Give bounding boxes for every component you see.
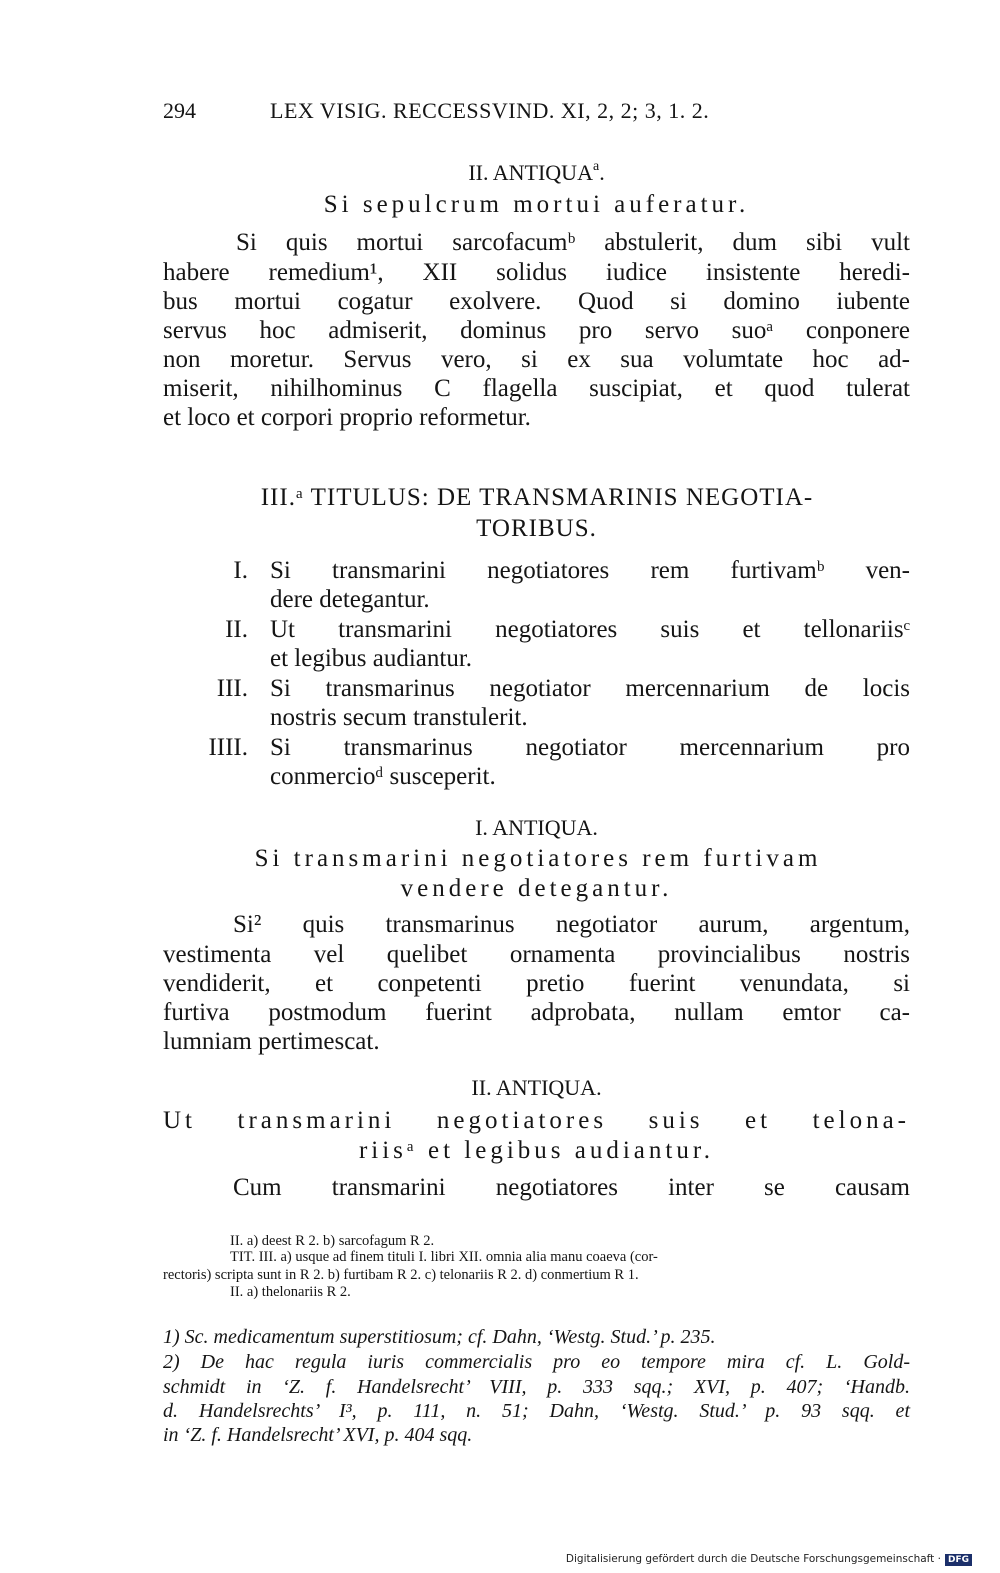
apparatus-note: TIT. III. a) usque ad finem tituli I. libri XII. omnia alia manu coaeva (cor- (230, 1249, 658, 1265)
toc-entry: Ut transmarini negotiatores suis et tellonariisᶜ (270, 616, 910, 643)
paragraph-line: Si quis mortui sarcofacumᵇ abstulerit, dum sibi vult (236, 229, 910, 256)
paragraph-line: habere remedium¹, XII solidus iudice insistente heredi- (163, 259, 910, 286)
toc-number: III. (216, 675, 248, 702)
section-rubric: Ut transmarini negotiatores suis et telona- (163, 1107, 910, 1134)
paragraph-line: servus hoc admiserit, dominus pro servo suoᵃ conponere (163, 317, 910, 344)
running-title: LEX VISIG. RECCESSVIND. XI, 2, 2; 3, 1. 2. (270, 98, 710, 123)
toc-number: II. (225, 616, 248, 643)
toc-entry: dere detegantur. (270, 586, 430, 613)
paragraph-line: Si² quis transmarinus negotiator aurum, argentum, (233, 911, 910, 938)
footer-text: Digitalisierung gefördert durch die Deutsche Forschungsgemeinschaft · (565, 1553, 941, 1565)
toc-entry: nostris secum transtulerit. (270, 704, 528, 731)
apparatus-note: II. a) thelonariis R 2. (230, 1284, 351, 1300)
footnote-line: schmidt in ‘Z. f. Handelsrecht’ VIII, p. 333 sqq.; XVI, p. 407; ‘Handb. (163, 1376, 910, 1398)
toc-entry: et legibus audiantur. (270, 645, 473, 672)
apparatus-note: II. a) deest R 2. b) sarcofagum R 2. (230, 1233, 435, 1249)
paragraph-line: non moretur. Servus vero, si ex sua volumtate hoc ad- (163, 346, 910, 373)
paragraph-line: lumniam pertimescat. (163, 1028, 380, 1055)
section-rubric: Si transmarini negotiatores rem furtivam (254, 845, 822, 872)
title-heading: III.ᵃ TITULUS: DE TRANSMARINIS NEGOTIA- (260, 484, 814, 511)
toc-entry: Si transmarinus negotiator mercennarium de locis (270, 675, 910, 702)
toc-number: I. (233, 557, 248, 584)
section-rubric: riisᵃ et legibus audiantur. (358, 1137, 715, 1164)
digitization-footer (566, 1553, 972, 1566)
footnote-line: 2) De hac regula iuris commercialis pro eo tempore mira cf. L. Gold- (163, 1351, 910, 1373)
section-heading: II. ANTIQUA. (471, 1075, 602, 1100)
paragraph-line: et loco et corpori proprio reformetur. (163, 404, 531, 431)
paragraph-line: vendiderit, et conpetenti pretio fuerint venundata, si (163, 970, 910, 997)
toc-entry: conmercioᵈ susceperit. (270, 763, 496, 790)
paragraph-line: Cum transmarini negotiatores inter se causam (233, 1174, 910, 1201)
paragraph-line: furtiva postmodum fuerint adprobata, nullam emtor ca- (163, 999, 910, 1026)
footnote-line: d. Handelsrechts’ I³, p. 111, n. 51; Dahn, ‘Westg. Stud.’ p. 93 sqq. et (163, 1400, 910, 1422)
section-heading: II. ANTIQUA$^a$. (468, 159, 605, 185)
section-heading: I. ANTIQUA. (475, 815, 598, 840)
title-heading: TORIBUS. (476, 515, 597, 542)
toc-entry: Si transmarini negotiatores rem furtivamᵇ ven- (270, 557, 910, 584)
apparatus-note: rectoris) scripta sunt in R 2. b) furtibam R 2. c) telonariis R 2. d) conmertium R 1. (163, 1267, 639, 1283)
dfg-logo: DFG (945, 1554, 972, 1566)
footnote-line: 1) Sc. medicamentum superstitiosum; cf. Dahn, ‘Westg. Stud.’ p. 235. (163, 1326, 716, 1348)
toc-number: IIII. (208, 734, 248, 761)
page-number: 294 (163, 98, 196, 123)
toc-entry: Si transmarinus negotiator mercennarium pro (270, 734, 910, 761)
paragraph-line: bus mortui cogatur exolvere. Quod si domino iubente (163, 288, 910, 315)
section-rubric: vendere detegantur. (400, 875, 673, 902)
footnote-line: in ‘Z. f. Handelsrecht’ XVI, p. 404 sqq. (163, 1424, 473, 1446)
section-rubric: Si sepulcrum mortui auferatur. (323, 191, 750, 218)
paragraph-line: vestimenta vel quelibet ornamenta provincialibus nostris (163, 941, 910, 968)
paragraph-line: miserit, nihilhominus C flagella suscipiat, et quod tulerat (163, 375, 910, 402)
